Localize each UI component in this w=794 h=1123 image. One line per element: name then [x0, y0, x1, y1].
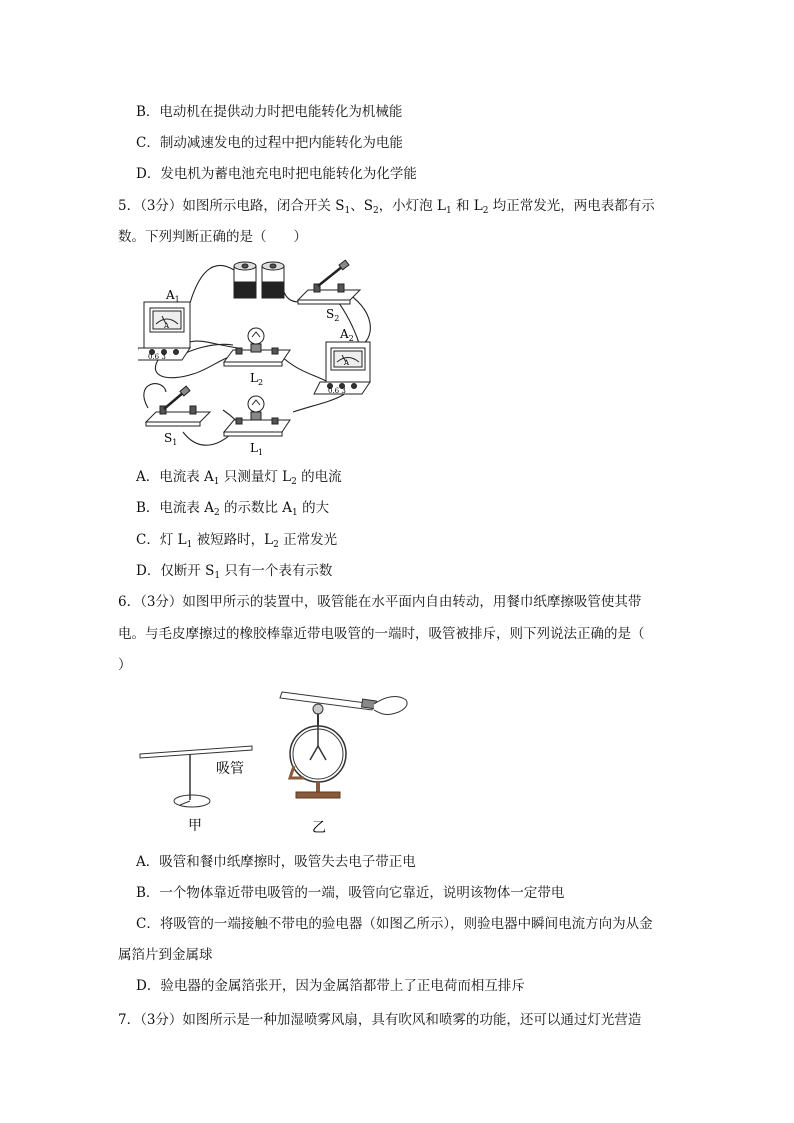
- question-5-option-d: D．仅断开 $S_1$ 只有一个表有示数: [136, 563, 333, 581]
- svg-text:A: A: [164, 322, 170, 330]
- straw-electroscope-figure: [136, 682, 416, 842]
- question-6-stem-line2: 电。与毛皮摩擦过的橡胶棒靠近带电吸管的一端时，吸管被排斥，则下列说法正确的是（: [118, 626, 645, 642]
- label-s1: $S_1$: [164, 431, 178, 447]
- switch-s1: [146, 386, 210, 426]
- label-jia: 甲: [188, 818, 202, 834]
- question-6-option-b: B．一个物体靠近带电吸管的一端，吸管向它靠近，说明该物体一定带电: [136, 885, 565, 901]
- question-6-stem-line1: 6．（3分）如图甲所示的装置中，吸管能在水平面内自由转动，用餐巾纸摩擦吸管使其带: [118, 594, 642, 610]
- label-a1: $A_1$: [166, 288, 180, 304]
- question-6-stem-line3: ）: [118, 657, 132, 673]
- ammeter-a1: [138, 302, 190, 360]
- label-l2: $L_2$: [250, 371, 264, 387]
- label-l1: $L_1$: [250, 441, 264, 457]
- option-d-prev: D．发电机为蓄电池充电时把电能转化为化学能: [136, 166, 417, 182]
- circuit-diagram: [138, 252, 378, 457]
- question-6-option-c-line2: 属箔片到金属球: [118, 947, 213, 963]
- question-6-option-c-line1: C．将吸管的一端接触不带电的验电器（如图乙所示），则验电器中瞬间电流方向为从金: [136, 916, 653, 932]
- electroscope: [280, 692, 407, 798]
- battery-1: [234, 262, 256, 298]
- svg-text:0.6 3: 0.6 3: [148, 353, 166, 361]
- lamp-l1: [224, 396, 290, 436]
- question-6-option-a: A．吸管和餐巾纸摩擦时，吸管失去电子带正电: [136, 854, 416, 870]
- question-5-option-b: B．电流表 $A_2$ 的示数比 $A_1$ 的大: [136, 500, 330, 518]
- question-5-option-c: C．灯 $L_1$ 被短路时，$L_2$ 正常发光: [136, 532, 338, 550]
- switch-s2: [298, 260, 360, 304]
- svg-text:0.6 3: 0.6 3: [328, 387, 346, 395]
- label-a2: $A_2$: [340, 327, 354, 343]
- label-s2: $S_2$: [326, 307, 340, 323]
- question-5-stem-line2: 数。下列判断正确的是（ ）: [118, 229, 307, 245]
- question-5-stem-line1: 5．（3分）如图所示电路，闭合开关 $S_1$、$S_2$，小灯泡 $L_1$ 和 $L_2$ 均正常发光，两电表都有示: [118, 198, 655, 216]
- label-yi: 乙: [312, 820, 326, 836]
- question-5-option-a: A．电流表 $A_1$ 只测量灯 $L_2$ 的电流: [136, 469, 342, 487]
- option-b-prev: B．电动机在提供动力时把电能转化为机械能: [136, 104, 403, 120]
- question-7-stem-line1: 7．（3分）如图所示是一种加湿喷雾风扇，具有吹风和喷雾的功能，还可以通过灯光营造: [118, 1012, 642, 1028]
- svg-text:A: A: [344, 359, 350, 367]
- battery-2: [262, 262, 284, 298]
- straw-label: 吸管: [216, 761, 244, 777]
- question-6-option-d: D．验电器的金属箔张开，因为金属箔都带上了正电荷而相互排斥: [136, 978, 525, 994]
- option-c-prev: C．制动减速发电的过程中把内能转化为电能: [136, 135, 403, 151]
